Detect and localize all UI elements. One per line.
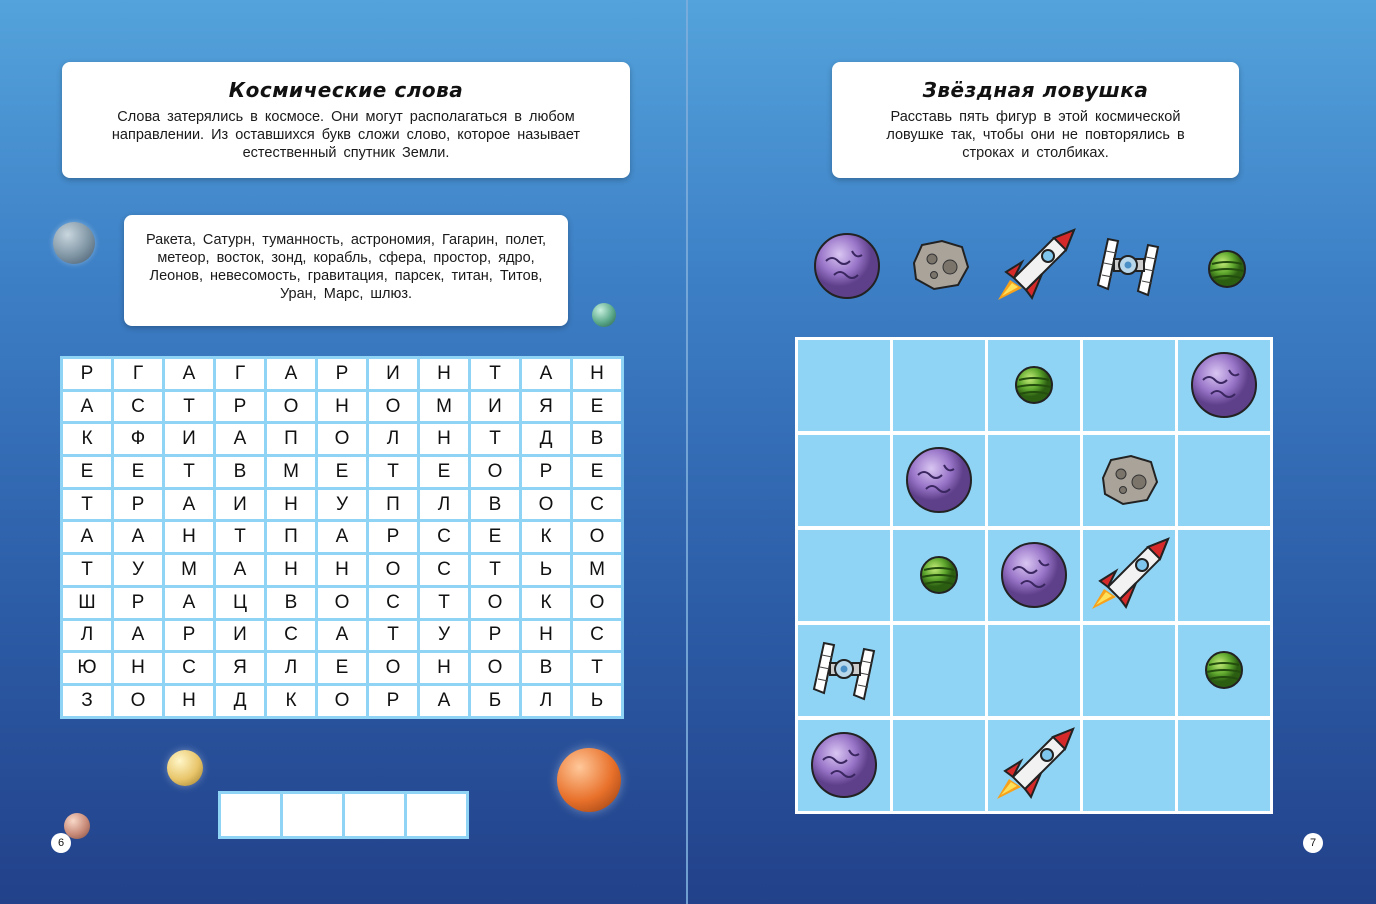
board-cell[interactable] [1083,530,1175,621]
purple-planet-icon [809,730,879,800]
page-number-left: 6 [51,833,71,853]
grid-letter-cell[interactable]: А [216,555,264,585]
grid-letter-cell[interactable]: К [63,424,111,454]
word-list-card [124,215,568,326]
grid-letter-cell[interactable]: У [114,555,162,585]
grid-letter-cell[interactable]: Т [420,588,468,618]
grid-letter-cell[interactable]: Е [318,457,366,487]
grid-letter-cell[interactable]: Р [63,359,111,389]
grid-letter-cell[interactable]: Т [63,555,111,585]
board-cell[interactable] [1083,435,1175,526]
grid-letter-cell[interactable]: О [471,588,519,618]
green-planet-icon [1203,649,1245,691]
grid-letter-cell[interactable]: Л [522,686,570,716]
grid-letter-cell[interactable]: О [522,490,570,520]
right-instructions: Расставь пять фигур в этой космической ловушке так, чтобы они не повторялись в строках и столбиках. [886,109,1185,161]
grid-row [63,588,621,618]
grid-letter-cell[interactable]: П [369,490,417,520]
answer-boxes [218,791,469,839]
grid-letter-cell[interactable]: Р [369,686,417,716]
board-cell[interactable] [798,720,890,811]
grid-letter-cell[interactable]: Т [369,621,417,651]
grid-letter-cell[interactable]: М [573,555,621,585]
grid-letter-cell[interactable]: С [267,621,315,651]
grid-letter-cell[interactable]: Е [573,392,621,422]
grid-letter-cell[interactable]: Н [114,653,162,683]
grid-letter-cell[interactable]: О [267,392,315,422]
grid-letter-cell[interactable]: Ь [522,555,570,585]
grid-letter-cell[interactable]: Г [114,359,162,389]
board-cell[interactable] [893,625,985,716]
board-cell[interactable] [988,625,1080,716]
grid-letter-cell[interactable]: И [165,424,213,454]
satellite-icon [1094,233,1162,299]
grid-letter-cell[interactable]: С [369,588,417,618]
grid-letter-cell[interactable]: Д [216,686,264,716]
grid-letter-cell[interactable]: А [165,490,213,520]
yellow-planet-icon [167,750,203,786]
grid-letter-cell[interactable]: А [216,424,264,454]
grid-letter-cell[interactable]: Р [318,359,366,389]
grid-letter-cell[interactable]: Ц [216,588,264,618]
grid-letter-cell[interactable]: Б [471,686,519,716]
grid-row [63,686,621,716]
grid-letter-cell[interactable]: А [165,359,213,389]
word-search-grid [60,356,624,719]
grid-letter-cell[interactable]: Т [165,457,213,487]
grid-letter-cell[interactable]: Т [471,359,519,389]
grid-letter-cell[interactable]: Т [165,392,213,422]
grid-letter-cell[interactable]: Е [114,457,162,487]
grid-letter-cell[interactable]: С [420,555,468,585]
grid-letter-cell[interactable]: А [63,522,111,552]
grid-letter-cell[interactable]: Л [267,653,315,683]
board-cell[interactable] [798,340,890,431]
grid-letter-cell[interactable]: Е [63,457,111,487]
board-cell[interactable] [893,340,985,431]
grid-row [63,392,621,422]
asteroid-icon [1097,452,1161,508]
grid-letter-cell[interactable]: А [165,588,213,618]
grid-letter-cell[interactable]: Г [216,359,264,389]
grid-letter-cell[interactable]: О [114,686,162,716]
grid-letter-cell[interactable]: О [471,457,519,487]
board-cell[interactable] [893,530,985,621]
grid-letter-cell[interactable]: Ф [114,424,162,454]
grid-row [63,490,621,520]
grid-letter-cell[interactable]: Я [522,392,570,422]
green-planet-icon [1206,248,1248,290]
grid-letter-cell[interactable]: О [369,653,417,683]
answer-box[interactable] [221,794,280,836]
board-cell[interactable] [988,530,1080,621]
board-cell[interactable] [893,435,985,526]
grid-letter-cell[interactable]: С [420,522,468,552]
grid-letter-cell[interactable]: С [573,621,621,651]
purple-planet-icon [999,540,1069,610]
star-trap-grid [795,337,1273,814]
grid-letter-cell[interactable]: Л [63,621,111,651]
grid-letter-cell[interactable]: Е [573,457,621,487]
grid-letter-cell[interactable]: У [420,621,468,651]
grid-letter-cell[interactable]: И [471,392,519,422]
board-cell[interactable] [1178,435,1270,526]
rocket-icon [1086,537,1172,615]
grid-letter-cell[interactable]: Н [165,686,213,716]
grid-letter-cell[interactable]: Т [471,555,519,585]
grid-row [63,522,621,552]
board-cell[interactable] [1083,625,1175,716]
purple-planet-icon [904,445,974,515]
grid-letter-cell[interactable]: А [267,359,315,389]
grid-letter-cell[interactable]: П [267,522,315,552]
asteroid-icon [908,237,972,293]
grid-letter-cell[interactable]: И [216,490,264,520]
right-page-title: Звёздная ловушка [922,78,1149,102]
grid-letter-cell[interactable]: О [318,686,366,716]
purple-planet-icon [1189,350,1259,420]
board-cell[interactable] [988,435,1080,526]
grid-letter-cell[interactable]: Л [420,490,468,520]
grid-letter-cell[interactable]: Д [522,424,570,454]
grid-letter-cell[interactable]: Р [471,621,519,651]
grid-letter-cell[interactable]: Р [165,621,213,651]
board-cell[interactable] [798,625,890,716]
grid-letter-cell[interactable]: Е [318,653,366,683]
left-title-card [62,62,630,178]
board-cell[interactable] [988,720,1080,811]
satellite-icon [810,637,878,703]
page-number-right: 7 [1303,833,1323,853]
grid-letter-cell[interactable]: А [318,522,366,552]
board-cell[interactable] [1083,720,1175,811]
grid-letter-cell[interactable]: Н [318,555,366,585]
grid-letter-cell[interactable]: Е [471,522,519,552]
grid-letter-cell[interactable]: А [420,686,468,716]
grid-letter-cell[interactable]: Р [369,522,417,552]
board-cell[interactable] [1178,625,1270,716]
rocket-icon [991,727,1077,805]
grid-letter-cell[interactable]: Н [165,522,213,552]
board-cell[interactable] [1083,340,1175,431]
grid-letter-cell[interactable]: О [573,522,621,552]
grid-letter-cell[interactable]: А [114,522,162,552]
grid-letter-cell[interactable]: Н [318,392,366,422]
grid-letter-cell[interactable]: О [369,555,417,585]
grid-letter-cell[interactable]: С [114,392,162,422]
grid-letter-cell[interactable]: Т [63,490,111,520]
grid-letter-cell[interactable]: Р [114,588,162,618]
grid-letter-cell[interactable]: Ю [63,653,111,683]
grid-letter-cell[interactable]: В [573,424,621,454]
board-cell[interactable] [1178,340,1270,431]
grid-letter-cell[interactable]: З [63,686,111,716]
grid-letter-cell[interactable]: Р [216,392,264,422]
orange-planet-icon [557,748,621,812]
grid-letter-cell[interactable]: В [267,588,315,618]
grid-letter-cell[interactable]: Н [267,555,315,585]
grid-letter-cell[interactable]: В [471,490,519,520]
answer-box[interactable] [407,794,466,836]
grid-letter-cell[interactable]: К [522,522,570,552]
grid-row [63,621,621,651]
answer-box[interactable] [345,794,404,836]
grid-letter-cell[interactable]: А [114,621,162,651]
figure-legend [808,228,1248,308]
grid-letter-cell[interactable]: Е [420,457,468,487]
board-cell[interactable] [1178,720,1270,811]
grid-letter-cell[interactable]: В [522,653,570,683]
grid-letter-cell[interactable]: Р [522,457,570,487]
grid-letter-cell[interactable]: Я [216,653,264,683]
book-spine [686,0,688,904]
grid-letter-cell[interactable]: Т [369,457,417,487]
green-planet-icon [918,554,960,596]
grid-letter-cell[interactable]: О [318,424,366,454]
grey-planet-icon [53,222,95,264]
right-title-card [832,62,1239,178]
grid-letter-cell[interactable]: М [420,392,468,422]
board-cell[interactable] [988,340,1080,431]
grid-row [63,424,621,454]
grid-letter-cell[interactable]: Н [420,424,468,454]
grid-row [63,359,621,389]
answer-box[interactable] [283,794,342,836]
grid-letter-cell[interactable]: Н [420,653,468,683]
rocket-icon [992,228,1078,306]
grid-letter-cell[interactable]: Т [471,424,519,454]
grid-letter-cell[interactable]: С [165,653,213,683]
board-cell[interactable] [893,720,985,811]
board-cell[interactable] [798,435,890,526]
grid-letter-cell[interactable]: М [165,555,213,585]
grid-letter-cell[interactable]: Л [369,424,417,454]
grid-letter-cell[interactable]: Т [216,522,264,552]
grid-letter-cell[interactable]: Н [522,621,570,651]
grid-letter-cell[interactable]: Н [267,490,315,520]
grid-letter-cell[interactable]: О [318,588,366,618]
left-instructions: Слова затерялись в космосе. Они могут располагаться в любом направлении. Из оставшихся букв сложи слово, которое называет естественный спутник Земли. [111,109,581,161]
grid-letter-cell[interactable]: П [267,424,315,454]
grid-letter-cell[interactable]: И [369,359,417,389]
grid-row [63,555,621,585]
grid-letter-cell[interactable]: А [522,359,570,389]
grid-row [63,457,621,487]
board-cell[interactable] [798,530,890,621]
grid-letter-cell[interactable]: Т [573,653,621,683]
grid-letter-cell[interactable]: И [216,621,264,651]
grid-letter-cell[interactable]: С [573,490,621,520]
grid-letter-cell[interactable]: У [318,490,366,520]
grid-letter-cell[interactable]: М [267,457,315,487]
grid-letter-cell[interactable]: А [318,621,366,651]
grid-letter-cell[interactable]: О [573,588,621,618]
board-cell[interactable] [1178,530,1270,621]
left-page-title: Космические слова [228,78,464,102]
word-list: Ракета, Сатурн, туманность, астрономия, Гагарин, полет, метеор, восток, зонд, корабль, сфера, простор, ядро, Леонов, невесомость, гравитация, парсек, титан, Титов, Уран, Марс, шлюз. [145,232,547,302]
grid-letter-cell[interactable]: Н [420,359,468,389]
grid-letter-cell[interactable]: О [471,653,519,683]
small-teal-planet-icon [592,303,616,327]
grid-letter-cell[interactable]: А [63,392,111,422]
grid-letter-cell[interactable]: Ш [63,588,111,618]
grid-letter-cell[interactable]: К [522,588,570,618]
grid-letter-cell[interactable]: Н [573,359,621,389]
grid-letter-cell[interactable]: К [267,686,315,716]
grid-letter-cell[interactable]: Р [114,490,162,520]
grid-letter-cell[interactable]: О [369,392,417,422]
grid-letter-cell[interactable]: В [216,457,264,487]
purple-planet-icon [812,231,882,301]
green-planet-icon [1013,364,1055,406]
grid-letter-cell[interactable]: Ь [573,686,621,716]
grid-row [63,653,621,683]
